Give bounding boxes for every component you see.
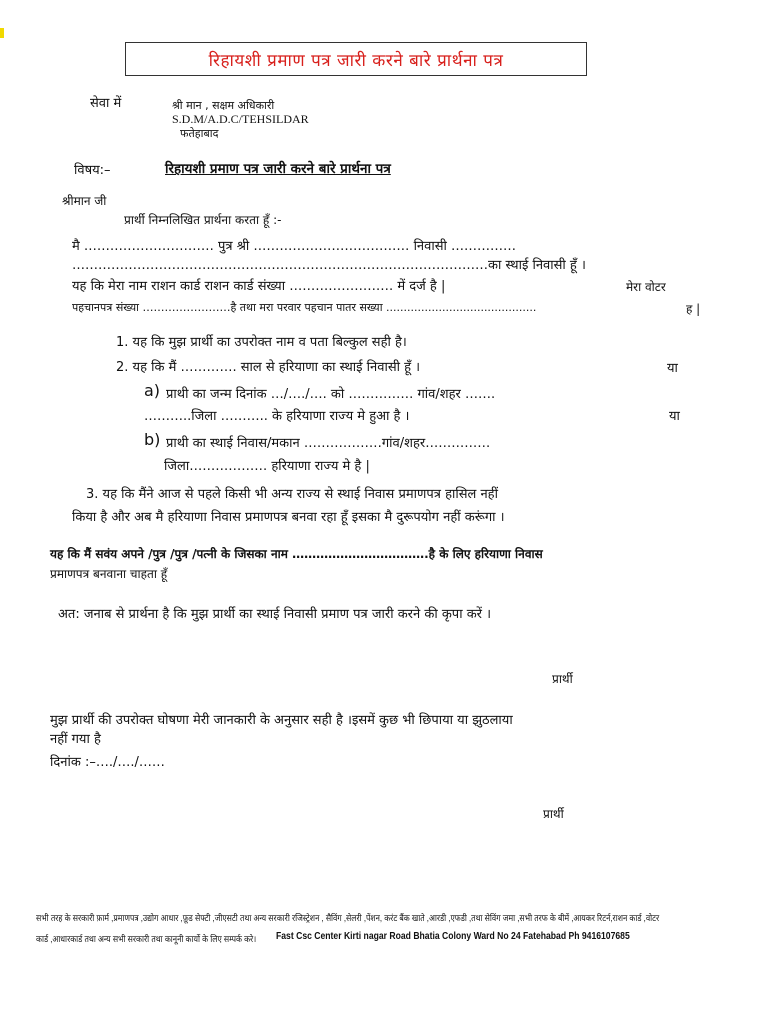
point-2: 2. यह कि मैं …………. साल से हरियाणा का स्थाई निवासी हूँ । [116, 360, 421, 375]
option-b-line2: जिला……………… हरियाणा राज्य मे है | [164, 459, 370, 474]
voter-id-line: पहचानपत्र संख्या ……………………है तथा मरा परवार पहचान पातर सख्या ........................................... [72, 301, 537, 314]
self-declaration-line2: प्रमाणपत्र बनवाना चाहता हूँ [50, 567, 168, 581]
or-label-1: या [667, 361, 678, 376]
option-a-line1: प्राथी का जन्म दिनांक …/…./…. को …………… गांव/शहर ……. [166, 387, 496, 402]
addressee-line2: S.D.M/A.D.C/TEHSILDAR [172, 112, 309, 126]
applicant-signature-2: प्रार्थी [543, 807, 564, 821]
self-declaration-line1: यह कि मैं सवंय अपने /पुत्र /पुत्र /पत्नी के जिसका नाम …………………………….है के लिए हरियाणा निवास [50, 547, 543, 561]
declaration-line1: मुझ प्रार्थी की उपरोक्त घोषणा मेरी जानकारी के अनुसार सही है ।इसमें कुछ भी छिपाया या झुठलाया [50, 713, 513, 728]
applicant-signature-1: प्रार्थी [552, 672, 573, 686]
point-3-line2: किया है और अब मै हरियाणा निवास प्रमाणपत्र बनवा रहा हूँ इसका मै दुरूपयोग नहीं करूंगा । [72, 510, 505, 525]
option-a-marker: a) [144, 381, 161, 400]
addressee-line1: श्री मान , सक्षम अधिकारी [172, 99, 275, 112]
option-b-line1: प्राथी का स्थाई निवास/मकान ………………गांव/शहर…………… [166, 436, 491, 451]
option-b-marker: b) [144, 430, 161, 449]
footer-services-line2: कार्ड ,आधारकार्ड तथा अन्य सभी सरकारी तथा कानूनी कार्यो के लिए सम्पर्क करे। [36, 934, 257, 944]
footer-services-line: सभी तरह के सरकारी फ़ार्म ,प्रमाणपत्र ,उद्योग आधार ,फ़ूड सेफ्टी ,जीएसटी तथा अन्य सरकारी रजिस्ट्रेशन , सैविंग ,सेलरी ,पेंशन, करंट बैंक खाते ,आरडी ,एफडी ,तथा सेविंग जमा ,सभी तरफ के बीमें ,आयकर रिटर्न,राशन कार्ड ,वोटर [36, 913, 660, 923]
addressee-line3: फतेहाबाद [180, 127, 219, 140]
seva-me-label: सेवा में [90, 96, 122, 111]
option-a-line2: ………..जिला ……….. के हरियाणा राज्य मे हुआ है । [144, 409, 410, 424]
voter-id-end: ह | [686, 302, 701, 316]
point-3-line1: 3. यह कि मैंने आज से पहले किसी भी अन्य राज्य से स्थाई निवास प्रमाणपत्र हासिल नहीं [86, 487, 498, 502]
document-title: रिहायशी प्रमाण पत्र जारी करने बारे प्रार्थना पत्र [208, 50, 504, 71]
corner-mark [0, 28, 4, 38]
address-line: ……………………………………………………………………………………का स्थाई निवासी हूँ । [72, 258, 586, 273]
declaration-line2: नहीं गया है [50, 732, 101, 747]
date-line: दिनांक :–…./…./…… [50, 755, 165, 770]
intro-line: प्रार्थी निम्नलिखित प्रार्थना करता हूँ :- [124, 213, 282, 227]
name-line: मै ………………………… पुत्र श्री ……………………………… निवासी …………… [72, 239, 517, 254]
footer-contact: Fast Csc Center Kirti nagar Road Bhatia Colony Ward No 24 Fatehabad Ph 9416107685 [276, 930, 630, 942]
subject-text: रिहायशी प्रमाण पत्र जारी करने बारे प्रार्थना पत्र [165, 161, 391, 177]
point-1: 1. यह कि मुझ प्रार्थी का उपरोक्त नाम व पता बिल्कुल सही है। [116, 335, 407, 350]
ration-card-line: यह कि मेरा नाम राशन कार्ड राशन कार्ड संख्या …………………… में दर्ज है | [72, 279, 446, 294]
salutation: श्रीमान जी [62, 194, 107, 208]
title-box [125, 42, 587, 76]
voter-label: मेरा वोटर [626, 280, 666, 294]
or-label-2: या [669, 409, 680, 424]
request-line: अत: जनाब से प्रार्थना है कि मुझ प्रार्थी का स्थाई निवासी प्रमाण पत्र जारी करने की कृपा करें । [58, 607, 492, 622]
subject-label: विषय:– [74, 163, 111, 178]
